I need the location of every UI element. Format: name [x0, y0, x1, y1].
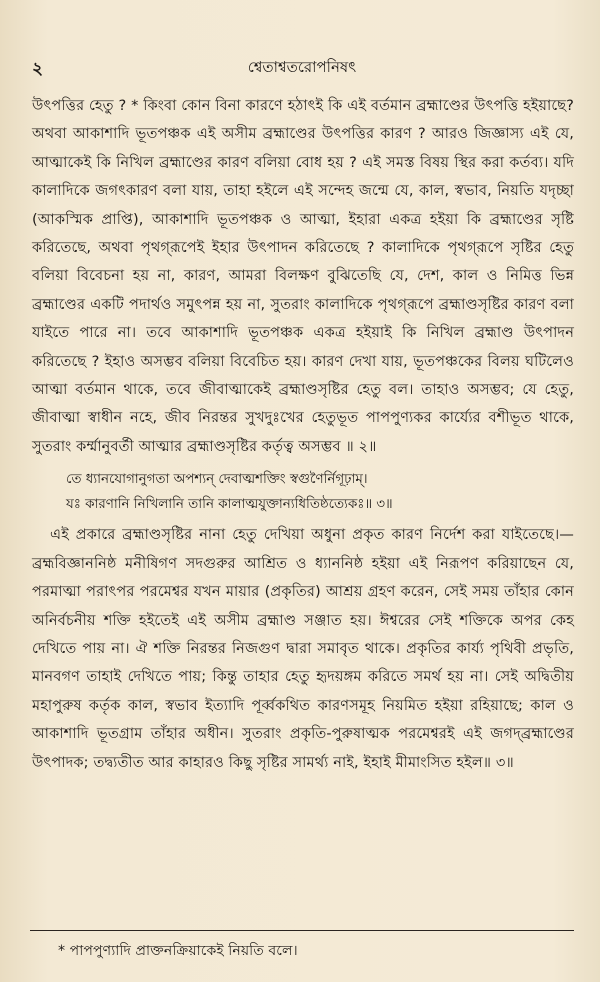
sanskrit-verse [66, 467, 574, 517]
page-body [32, 92, 574, 777]
page-number: ২ [32, 59, 44, 79]
paragraph-commentary-2: উৎপত্তির হেতু ? * কিংবা কোন বিনা কারণে হঠাৎই কি এই বর্তমান ব্রহ্মাণ্ডের উৎপত্তি হইয়াছে? অথবা আকাশাদি ভূতপঞ্চক এই অসীম ব্রহ্মাণ্ডের উৎপত্তির কারণ ? আরও জিজ্ঞাস্য এই যে, আত্মাকেই কি নিখিল ব্রহ্মাণ্ডের কারণ বলিয়া বোধ হয় ? এই সমস্ত বিষয় স্থির করা কর্তব্য। যদি কালাদিকে জগৎকারণ বলা যায়, তাহা হইলে এই সন্দেহ জন্মে যে, কাল, স্বভাব, নিয়তি যদৃচ্ছা (আকস্মিক প্রাপ্তি), আকাশাদি ভূতপঞ্চক ও আত্মা, ইহারা একত্র হইয়া কি ব্রহ্মাণ্ডের সৃষ্টি করিতেছে, অথবা পৃথগ্‌রূপেই ইহার উৎপাদন করিতেছে ? কালাদিকে পৃথগ্‌রূপে সৃষ্টির হেতু বলিয়া বিবেচনা হয় না, কারণ, আমরা বিলক্ষণ বুঝিতেছি যে, দেশ, কাল ও নিমিত্ত ভিন্ন ব্রহ্মাণ্ডের একটি পদার্থও সমুৎপন্ন হয় না, সুতরাং কালাদিকে পৃথগ্‌রূপে ব্রহ্মাণ্ডসৃষ্টির কারণ বলা যাইতে পারে না। তবে আকাশাদি ভূতপঞ্চক একত্র হইয়াই কি নিখিল ব্রহ্মাণ্ড উৎপাদন করিতেছে ? ইহাও অসম্ভব বলিয়া বিবেচিত হয়। কারণ দেখা যায়, ভূতপঞ্চকের বিলয় ঘটিলেও আত্মা বর্তমান থাকে, তবে জীবাত্মাকেই ব্রহ্মাণ্ডসৃষ্টির হেতু বল। তাহাও অসম্ভব; যে হেতু, জীবাত্মা স্বাধীন নহে, জীব নিরন্তর সুখদুঃখের হেতুভূত পাপপুণ্যকর কার্য্যের বশীভূত থাকে, সুতরাং কর্ম্মানুবর্তী আত্মার ব্রহ্মাণ্ডসৃষ্টির কর্তৃত্ব অসম্ভব ॥ ২॥ [32, 97, 574, 455]
page-header [32, 56, 572, 80]
running-title: শ্বেতাশ্বতরোপনিষৎ [247, 58, 357, 76]
verse-line-1: তে ধ্যানযোগানুগতা অপশ্যন্ দেবাত্মশক্তিং স্বগুণৈর্নিগূঢ়াম্। [66, 472, 368, 488]
paragraph-commentary-3: এই প্রকারে ব্রহ্মাণ্ডসৃষ্টির নানা হেতু দেখিয়া অধুনা প্রকৃত কারণ নির্দেশ করা যাইতেছে।—ব্রহ্মবিজ্ঞাননিষ্ঠ মনীষিগণ সদগুরুর আশ্রিত ও ধ্যাননিষ্ঠ হইয়া এই নিরূপণ করিয়াছেন যে, পরমাত্মা পরাৎপর পরমেশ্বর যখন মায়ার (প্রকৃতির) আশ্রয় গ্রহণ করেন, সেই সময় তাঁহার কোন অনির্বচনীয় শক্তি হইতেই এই অসীম ব্রহ্মাণ্ড সঞ্জাত হয়। ঈশ্বরের সেই শক্তিকে অপর কেহ দেখিতে পায় না। ঐ শক্তি নিরন্তর নিজগুণ দ্বারা সমাবৃত থাকে। প্রকৃতির কার্য্য পৃথিবী প্রভৃতি, মানবগণ তাহাই দেখিতে পায়; কিন্তু তাহার হেতু হৃদয়ঙ্গম করিতে সমর্থ হয় না। সেই অদ্বিতীয় মহাপুরুষ কর্তৃক কাল, স্বভাব ইত্যাদি পূর্ব্বকথিত কারণসমূহ নিয়মিত হইয়া রহিয়াছে; কাল ও আকাশাদি ভূতগ্রাম তাঁহার অধীন। সুতরাং প্রকৃতি-পুরুষাত্মক পরমেশ্বরই এই জগদ্‌ব্রহ্মাণ্ডের উৎপাদক; তদ্ব্যতীত আর কাহারও কিছু সৃষ্টির সামর্থ্য নাই, ইহাই মীমাংসিত হইল॥ ৩॥ [32, 526, 574, 771]
footnote: * পাপপুণ্যাদি প্রাক্তনক্রিয়াকেই নিয়তি বলে। [58, 943, 298, 959]
footnote-divider [30, 930, 574, 931]
verse-line-2: যঃ কারণানি নিখিলানি তানি কালাত্মযুক্তান্যধিতিষ্ঠত্যেকঃ॥ ৩॥ [66, 497, 393, 513]
